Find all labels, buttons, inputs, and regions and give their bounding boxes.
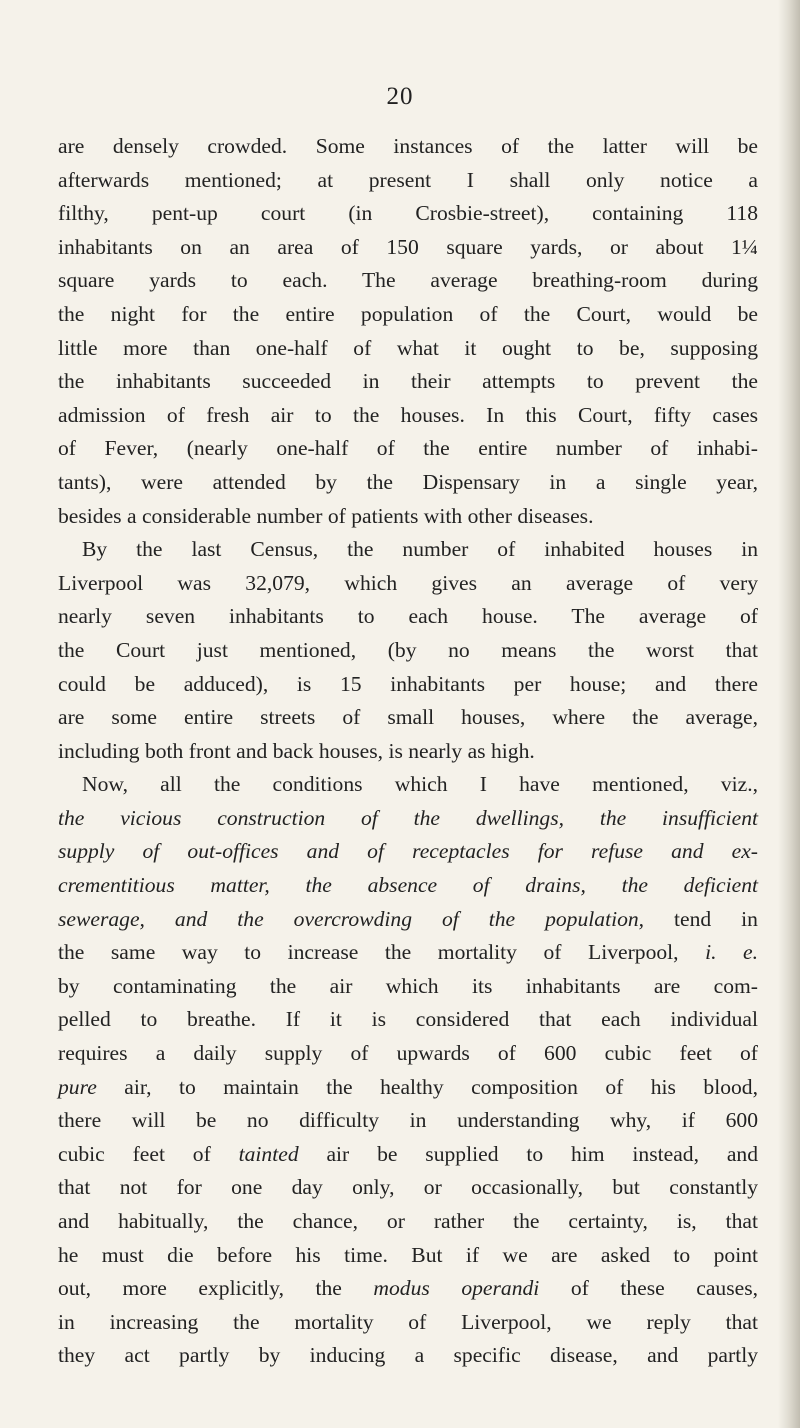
text-line: square yards to each. The average breathing-room during xyxy=(58,268,758,293)
text-line: crementitious matter, the absence of drains, the deficient xyxy=(58,873,758,898)
text-line: admission of fresh air to the houses. In this Court, fifty cases xyxy=(58,402,758,427)
text-line: he must die before his time. But if we are asked to point xyxy=(58,1242,758,1267)
text-line: Now, all the conditions which I have mentioned, viz., xyxy=(82,772,758,797)
text-line: the same way to increase the mortality of Liverpool, i. e. xyxy=(58,940,759,965)
text-line: could be adduced), is 15 inhabitants per house; and there xyxy=(58,671,758,696)
text-line: out, more explicitly, the modus operandi of these causes, xyxy=(58,1276,758,1301)
text-line: the Court just mentioned, (by no means the worst that xyxy=(58,637,758,662)
text-line: are some entire streets of small houses, where the average, xyxy=(58,705,758,730)
text-line: afterwards mentioned; at present I shall only notice a xyxy=(58,167,758,192)
text-line: requires a daily supply of upwards of 600 cubic feet of xyxy=(58,1041,758,1066)
text-line: the night for the entire population of the Court, would be xyxy=(58,301,758,326)
text-line: besides a considerable number of patients with other diseases. xyxy=(58,503,594,528)
text-line: there will be no difficulty in understanding why, if 600 xyxy=(58,1108,758,1133)
text-line: sewerage, and the overcrowding of the population, tend in xyxy=(58,906,758,931)
text-line: Liverpool was 32,079, which gives an average of very xyxy=(58,570,758,595)
text-line: including both front and back houses, is nearly as high. xyxy=(58,738,535,763)
text-line: in increasing the mortality of Liverpool, we reply that xyxy=(58,1309,758,1334)
text-line: cubic feet of tainted air be supplied to him instead, and xyxy=(58,1141,758,1166)
text-line: that not for one day only, or occasionally, but constantly xyxy=(58,1175,758,1200)
text-line: pure air, to maintain the healthy composition of his blood, xyxy=(58,1074,758,1099)
text-line: by contaminating the air which its inhabitants are com- xyxy=(58,973,758,998)
text-line: of Fever, (nearly one-half of the entire number of inhabi- xyxy=(58,436,758,461)
body-text xyxy=(58,130,758,1373)
text-line: the inhabitants succeeded in their attempts to prevent the xyxy=(58,369,758,394)
text-line: supply of out-offices and of receptacles for refuse and ex- xyxy=(58,839,758,864)
page-number: 20 xyxy=(386,83,414,110)
text-line: are densely crowded. Some instances of the latter will be xyxy=(58,134,758,158)
text-line: pelled to breathe. If it is considered that each individual xyxy=(58,1007,758,1032)
text-line: and habitually, the chance, or rather the certainty, is, that xyxy=(58,1209,758,1233)
text-line: little more than one-half of what it ought to be, supposing xyxy=(58,335,758,360)
text-line: they act partly by inducing a specific disease, and partly xyxy=(58,1343,758,1368)
text-line: nearly seven inhabitants to each house. The average of xyxy=(58,604,758,629)
text-line: tants), were attended by the Dispensary in a single year, xyxy=(58,469,758,494)
text-line: By the last Census, the number of inhabited houses in xyxy=(82,537,758,562)
text-line: inhabitants on an area of 150 square yards, or about 1¼ xyxy=(58,234,758,259)
page-edge-shadow xyxy=(778,0,800,1428)
text-line: the vicious construction of the dwellings, the insufficient xyxy=(58,805,758,830)
text-line: filthy, pent-up court (in Crosbie-street), containing 118 xyxy=(58,201,758,226)
